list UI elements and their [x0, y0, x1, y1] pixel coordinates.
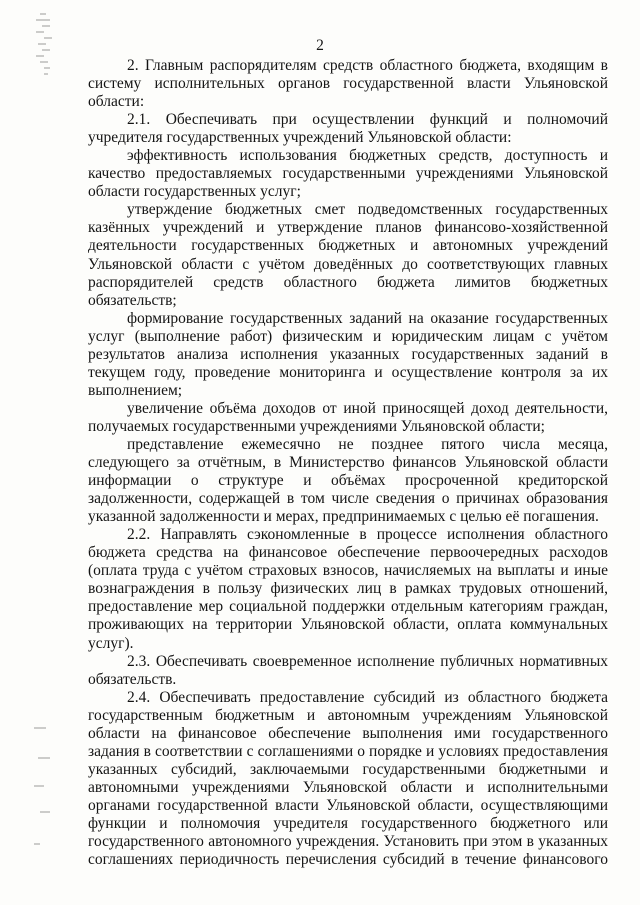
paragraph-2-2: 2.2. Направлять сэкономленные в процессе исполнения областного бюджета средства на финансовое обеспечение первоочередных расходов (оплата труда с учётом страховых взносов, начисляемых на выплаты и иные вознаграждения в пользу физических лиц в рамках трудовых отношений, предоставление мер социальной поддержки отдельным категориям граждан, проживающих на территории Ульяновской области, оплата коммунальных услуг).	[88, 526, 608, 652]
paragraph-2-4: 2.4. Обеспечивать предоставление субсидий из областного бюджета государственным бюджетным и автономным учреждениям Ульяновской области на финансовое обеспечение выполнения ими государственного задания в соответствии с соглашениями о порядке и условиях предоставления указанных субсидий, заключаемыми государственными бюджетными и автономными учреждениями Ульяновской области и исполнительными органами государственной власти Ульяновской области, осуществляющими функции и полномочия учредителя государственного бюджетного или государственного автономного учреждения. Установить при этом в указанных соглашениях периодичность перечисления субсидий в течение финансового	[88, 688, 608, 869]
paragraph-state-assignments: формирование государственных заданий на оказание государственных услуг (выполнение работ) физическим и юридическим лицам с учётом результатов анализа исполнения указанных государственных заданий в текущем году, проведение мониторинга и осуществление контроля за их выполнением;	[88, 309, 608, 399]
document-body	[88, 57, 608, 869]
margin-scan-marks	[0, 0, 60, 905]
paragraph-income-increase: увеличение объёма доходов от иной приносящей доход деятельности, получаемых государственными учреждениями Ульяновской области;	[88, 399, 608, 435]
paragraph-budget-estimates: утверждение бюджетных смет подведомственных государственных казённых учреждений и утверждение планов финансово-хозяйственной деятельности государственных бюджетных и автономных учреждений Ульяновской области с учётом доведённых до соответствующих главных распорядителей средств областного бюджета лимитов бюджетных обязательств;	[88, 201, 608, 309]
paragraph-2-1: 2.1. Обеспечивать при осуществлении функций и полномочий учредителя государственных учреждений Ульяновской области:	[88, 111, 608, 147]
paragraph-monthly-report: представление ежемесячно не позднее пятого числа месяца, следующего за отчётным, в Министерство финансов Ульяновской области информации о структуре и объёмах просроченной кредиторской задолженности, содержащей в том числе сведения о причинах образования указанной задолженности и мерах, предпринимаемых с целью её погашения.	[88, 435, 608, 526]
page-number: 2	[316, 37, 324, 54]
paragraph-2-3: 2.3. Обеспечивать своевременное исполнение публичных нормативных обязательств.	[88, 652, 608, 688]
paragraph-2: 2. Главным распорядителям средств областного бюджета, входящим в систему исполнительных органов государственной власти Ульяновской области:	[88, 57, 608, 111]
paragraph-efficiency: эффективность использования бюджетных средств, доступность и качество предоставляемых государственными учреждениями Ульяновской области государственных услуг;	[88, 147, 608, 201]
